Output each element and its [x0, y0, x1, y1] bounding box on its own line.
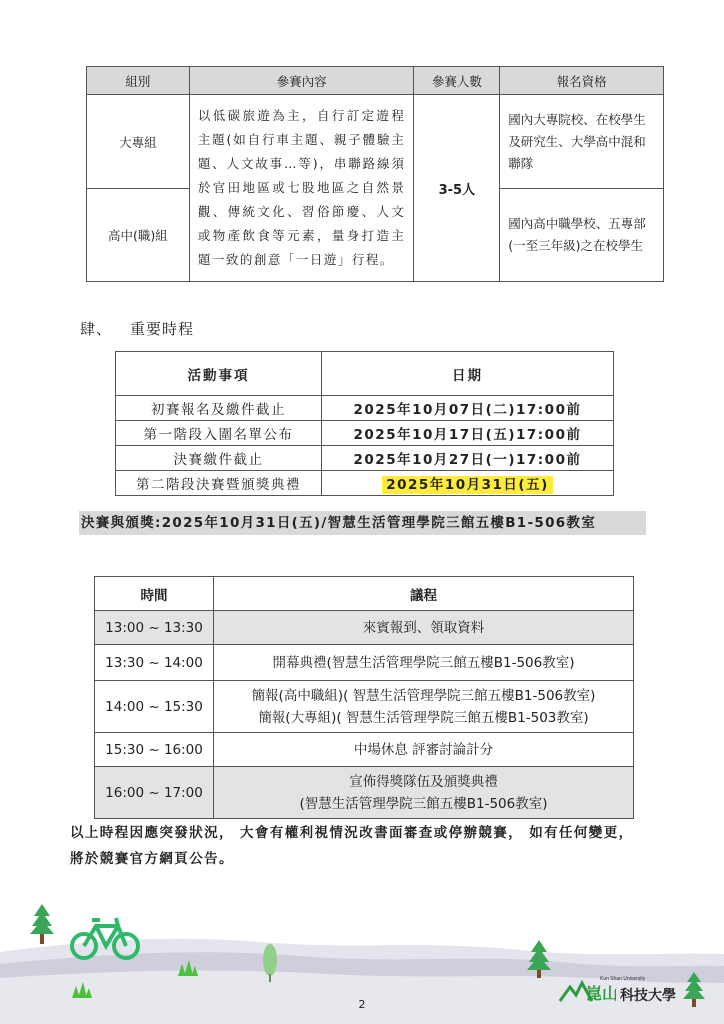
group-name-highschool: 高中(職)組 — [87, 189, 190, 282]
agenda-time: 16:00 ~ 17:00 — [95, 767, 214, 819]
competition-row-college — [87, 95, 664, 189]
final-event-banner: 決賽與頒獎:2025年10月31日(五)/智慧生活管理學院三館五樓B1-506教室 — [79, 511, 646, 535]
schedule-row — [116, 396, 614, 421]
section-title: 重要時程 — [130, 320, 195, 338]
agenda-row — [95, 645, 634, 681]
agenda-line: (智慧生活管理學院三館五樓B1-506教室) — [299, 795, 548, 812]
highlighted-date: 2025年10月31日(五) — [382, 476, 553, 494]
agenda-line: 簡報(高中職組)( 智慧生活管理學院三館五樓B1-506教室) — [251, 687, 596, 704]
agenda-table — [94, 576, 634, 819]
agenda-row — [95, 611, 634, 645]
team-size: 3-5人 — [414, 95, 500, 282]
agenda-header-row — [95, 577, 634, 611]
agenda-time: 14:00 ~ 15:30 — [95, 681, 214, 733]
notice-text: 以上時程因應突發狀況， 大會有權利視情況改書面審查或停辦競賽， 如有任何變更， 將於競賽官方網頁公告。 — [70, 825, 634, 867]
schedule-header-row — [116, 352, 614, 396]
page-number: 2 — [358, 998, 366, 1011]
col-header-content: 參賽內容 — [189, 67, 414, 95]
col-header-date: 日期 — [322, 352, 614, 396]
schedule-row — [116, 471, 614, 496]
schedule-row — [116, 421, 614, 446]
schedule-row — [116, 446, 614, 471]
agenda-item — [214, 681, 634, 733]
section-heading — [80, 318, 194, 339]
schedule-date: 2025年10月17日(五)17:00前 — [322, 421, 614, 446]
schedule-table — [115, 351, 614, 496]
agenda-time: 13:30 ~ 14:00 — [95, 645, 214, 681]
logo-mark-text: 崑山 — [586, 984, 616, 1003]
tree-icon — [30, 904, 54, 944]
schedule-date: 2025年10月27日(一)17:00前 — [322, 446, 614, 471]
qualification-college: 國內大專院校、在校學生及研究生、大學高中混和聯隊 — [500, 95, 664, 189]
section-number: 肆、 — [80, 320, 113, 338]
competition-content: 以低碳旅遊為主，自行訂定遊程主題(如自行車主題、親子體驗主題、人文故事…等)，串聯路線須於官田地區或七股地區之自然景觀、傳統文化、習俗節慶、人文或物產飲食等元素，量身打造主題一致的創意「一日遊」行程。 — [189, 95, 414, 282]
agenda-time: 13:00 ~ 13:30 — [95, 611, 214, 645]
agenda-row — [95, 767, 634, 819]
qualification-highschool: 國內高中職學校、五專部(一至三年級)之在校學生 — [500, 189, 664, 282]
agenda-line: 簡報(大專組)( 智慧生活管理學院三館五樓B1-503教室) — [258, 709, 589, 726]
agenda-item — [214, 767, 634, 819]
competition-header-row — [87, 67, 664, 95]
col-header-agenda: 議程 — [214, 577, 634, 611]
col-header-team-size: 參賽人數 — [414, 67, 500, 95]
agenda-time: 15:30 ~ 16:00 — [95, 733, 214, 767]
agenda-row — [95, 733, 634, 767]
logo-english-name: Kun Shan University — [600, 976, 646, 982]
agenda-item: 中場休息 評審討論計分 — [214, 733, 634, 767]
schedule-date-cell — [322, 471, 614, 496]
col-header-event: 活動事項 — [116, 352, 322, 396]
schedule-date: 2025年10月07日(二)17:00前 — [322, 396, 614, 421]
schedule-event: 第一階段入圍名單公布 — [116, 421, 322, 446]
col-header-qualification: 報名資格 — [500, 67, 664, 95]
schedule-event: 初賽報名及繳件截止 — [116, 396, 322, 421]
schedule-event: 決賽繳件截止 — [116, 446, 322, 471]
logo-chinese-name: 科技大學 — [620, 988, 676, 1004]
competition-table — [86, 66, 664, 282]
agenda-row — [95, 681, 634, 733]
agenda-item: 來賓報到、領取資料 — [214, 611, 634, 645]
col-header-time: 時間 — [95, 577, 214, 611]
agenda-line: 宣佈得獎隊伍及頒獎典禮 — [349, 773, 498, 790]
schedule-event: 第二階段決賽暨頒獎典禮 — [116, 471, 322, 496]
agenda-item: 開幕典禮(智慧生活管理學院三館五樓B1-506教室) — [214, 645, 634, 681]
col-header-group: 組別 — [87, 67, 190, 95]
group-name-college: 大專組 — [87, 95, 190, 189]
